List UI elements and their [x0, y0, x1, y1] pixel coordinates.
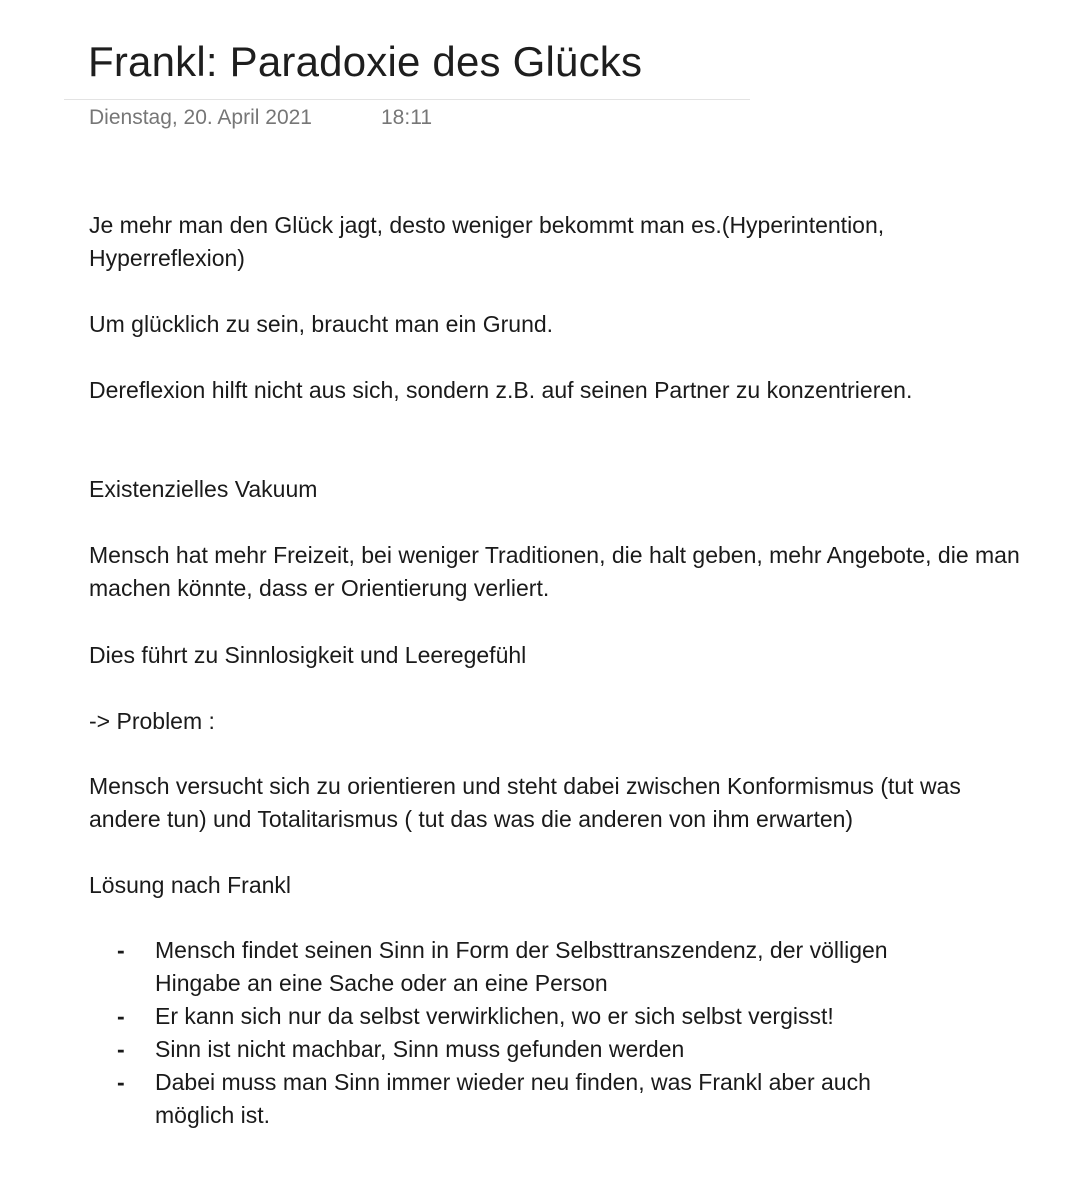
list-item[interactable] — [89, 1033, 955, 1066]
paragraph-dereflexion[interactable]: Dereflexion hilft nicht aus sich, sondern z.B. auf seinen Partner zu konzentrieren. — [89, 377, 913, 403]
list-item-text: Dabei muss man Sinn immer wieder neu finden, was Frankl aber auch möglich ist. — [155, 1069, 871, 1128]
heading-loesung[interactable]: Lösung nach Frankl — [89, 872, 292, 898]
list-item-text: Sinn ist nicht machbar, Sinn muss gefunden werden — [155, 1036, 685, 1062]
paragraph-grund[interactable]: Um glücklich zu sein, braucht man ein Grund. — [89, 311, 554, 337]
page-time: 18:11 — [381, 106, 432, 129]
list-item[interactable] — [89, 934, 955, 1000]
bullet-marker: - — [117, 937, 125, 963]
solution-list — [89, 934, 1029, 1132]
bullet-marker: - — [117, 1003, 125, 1029]
page-title[interactable]: Frankl: Paradoxie des Glücks — [88, 38, 643, 85]
list-item-text: Mensch findet seinen Sinn in Form der Selbsttranszendenz, der völligen Hingabe an eine Sache oder an eine Person — [155, 937, 888, 996]
list-item-text: Er kann sich nur da selbst verwirklichen, wo er sich selbst vergisst! — [155, 1003, 834, 1029]
paragraph-hyperintention[interactable]: Je mehr man den Glück jagt, desto weniger bekommt man es.(Hyperintention, Hyperreflexion) — [89, 212, 885, 271]
paragraph-sinnlosigkeit[interactable]: Dies führt zu Sinnlosigkeit und Leeregefühl — [89, 642, 527, 668]
paragraph-konformismus[interactable]: Mensch versucht sich zu orientieren und steht dabei zwischen Konformismus (tut was andere tun) und Totalitarismus ( tut das was die anderen von ihm erwarten) — [89, 773, 961, 832]
list-item[interactable] — [89, 1000, 955, 1033]
list-item[interactable] — [89, 1066, 955, 1132]
bullet-marker: - — [117, 1069, 125, 1095]
bullet-marker: - — [117, 1036, 125, 1062]
paragraph-freizeit[interactable]: Mensch hat mehr Freizeit, bei weniger Traditionen, die halt geben, mehr Angebote, die man machen könnte, dass er Orientierung verliert. — [89, 542, 1020, 601]
title-divider — [64, 99, 750, 100]
page-date: Dienstag, 20. April 2021 — [89, 106, 312, 129]
heading-existenzielles-vakuum[interactable]: Existenzielles Vakuum — [89, 476, 318, 502]
paragraph-problem[interactable]: -> Problem : — [89, 708, 215, 734]
